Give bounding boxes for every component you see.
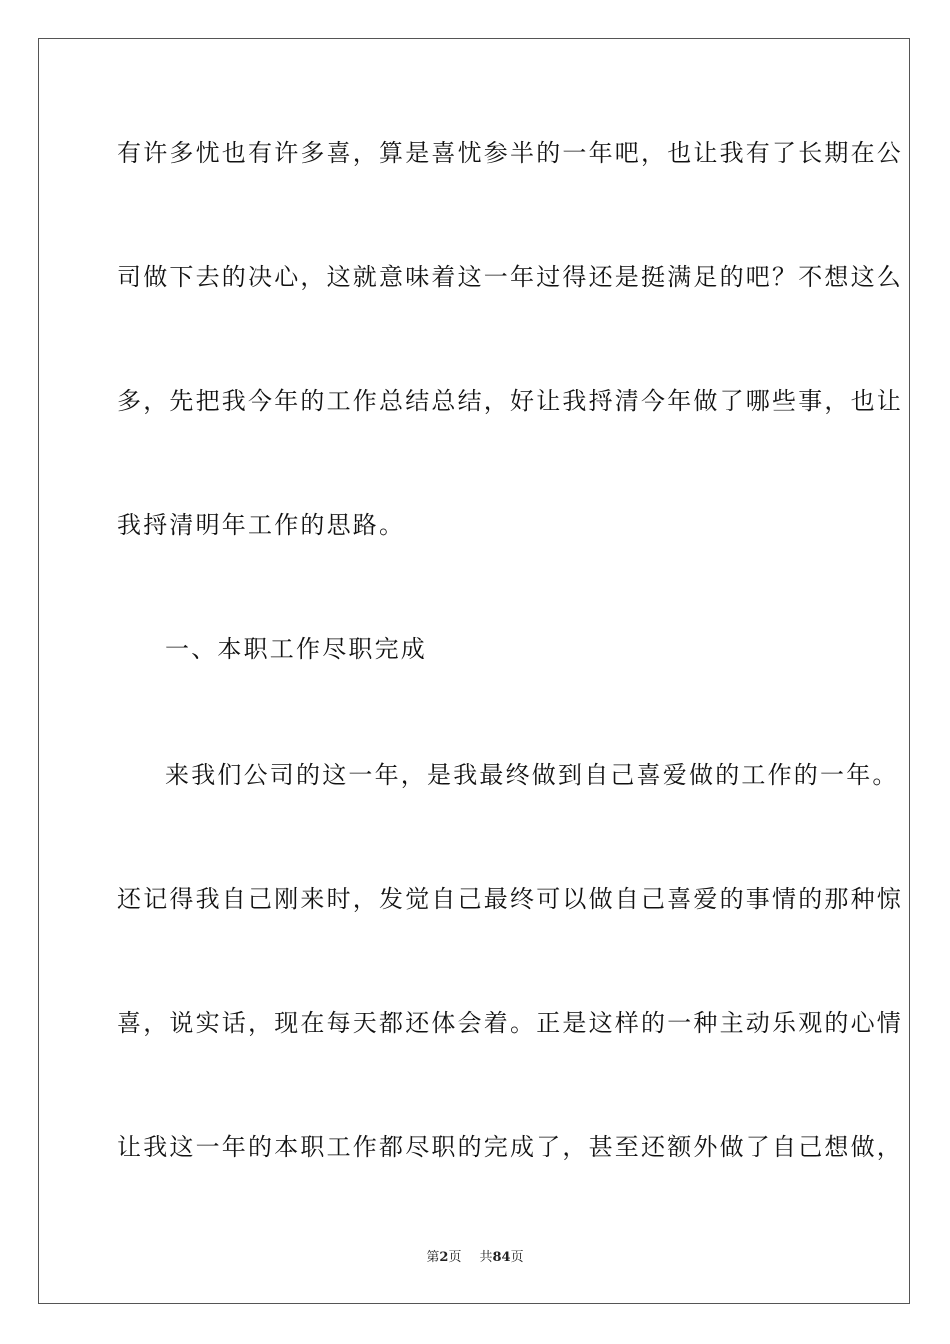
body-text-line: 司做下去的决心，这就意味着这一年过得还是挺满足的吧？不想这么 xyxy=(117,263,903,291)
body-text-line: 让我这一年的本职工作都尽职的完成了，甚至还额外做了自己想做， xyxy=(117,1133,903,1161)
total-prefix: 共 xyxy=(479,1250,493,1265)
page-footer xyxy=(0,1246,950,1265)
page-suffix: 页 xyxy=(448,1250,462,1265)
body-text-line: 来我们公司的这一年，是我最终做到自己喜爱做的工作的一年。 xyxy=(165,761,899,789)
total-suffix: 页 xyxy=(510,1250,524,1265)
body-text-line: 喜，说实话，现在每天都还体会着。正是这样的一种主动乐观的心情 xyxy=(117,1009,903,1037)
section-heading: 一、本职工作尽职完成 xyxy=(165,635,427,663)
page-prefix: 第 xyxy=(426,1250,440,1265)
body-text-line: 多，先把我今年的工作总结总结，好让我捋清今年做了哪些事，也让 xyxy=(117,387,903,415)
body-text-line: 我捋清明年工作的思路。 xyxy=(117,511,406,539)
page-border xyxy=(38,38,910,1304)
body-text-line: 有许多忧也有许多喜，算是喜忧参半的一年吧，也让我有了长期在公 xyxy=(117,139,903,167)
current-page-number: 2 xyxy=(439,1250,449,1265)
total-pages-number: 84 xyxy=(492,1250,511,1265)
body-text-line: 还记得我自己刚来时，发觉自己最终可以做自己喜爱的事情的那种惊 xyxy=(117,885,903,913)
